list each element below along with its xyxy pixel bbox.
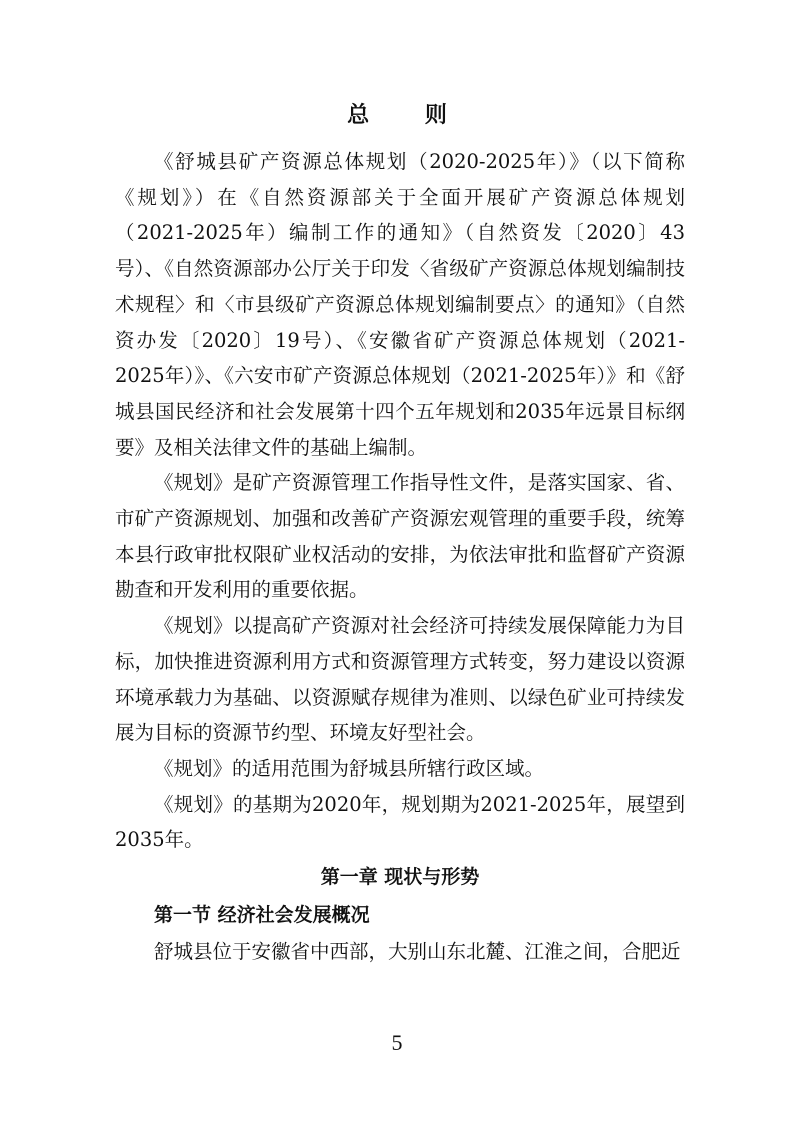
paragraph-planning-basis: 《舒城县矿产资源总体规划（2020-2025年）》（以下简称《规划》）在《自然资源部关于全面开展矿产资源总体规划（2021-2025年）编制工作的通知》（自然资发〔2020〕43号）、《自然资源部办公厅关于印发〈省级矿产资源总体规划编制技术规程〉和〈市县级矿产资源总体规划编制要点〉的通知》（自然资办发〔2020〕19号）、《安徽省矿产资源总体规划（2021-2025年）》、《六安市矿产资源总体规划（2021-2025年）》和《舒城县国民经济和社会发展第十四个五年规划和2035年远景目标纲要》及相关法律文件的基础上编制。 <box>115 150 685 459</box>
paragraph-planning-goal: 《规划》以提高矿产资源对社会经济可持续发展保障能力为目标，加快推进资源利用方式和资源管理方式转变，努力建设以资源环境承载力为基础、以资源赋存规律为准则、以绿色矿业可持续发展为目标的资源节约型、环境友好型社会。 <box>115 614 685 745</box>
page-number: 5 <box>391 1030 403 1055</box>
document-body <box>115 144 685 970</box>
paragraph-planning-role: 《规划》是矿产资源管理工作指导性文件，是落实国家、省、市矿产资源规划、加强和改善矿产资源宏观管理的重要手段，统筹本县行政审批权限矿业权活动的安排，为依法审批和监督矿产资源勘查和开发利用的重要依据。 <box>115 471 685 602</box>
section-heading: 第一节 经济社会发展概况 <box>154 904 370 927</box>
paragraph-planning-period: 《规划》的基期为2020年，规划期为2021-2025年，展望到2035年。 <box>115 792 685 852</box>
paragraph-section-intro: 舒城县位于安徽省中西部，大别山东北麓、江淮之间，合肥近 <box>154 940 681 964</box>
chapter-heading: 第一章 现状与形势 <box>320 866 480 889</box>
document-title: 总 则 <box>347 103 471 128</box>
paragraph-planning-scope: 《规划》的适用范围为舒城县所辖行政区域。 <box>154 756 545 780</box>
